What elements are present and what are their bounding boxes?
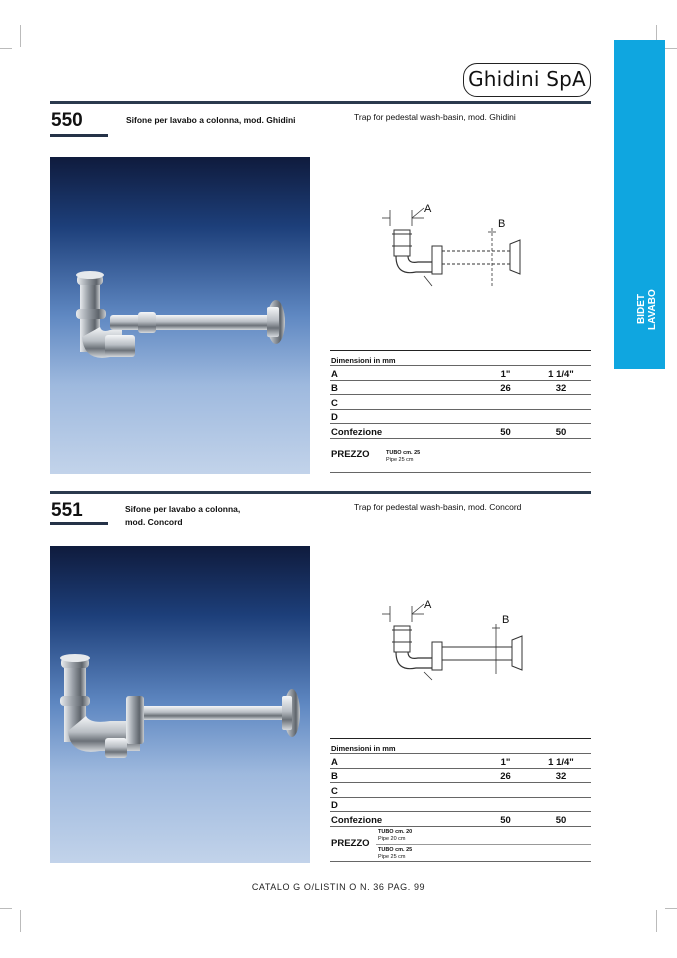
row-value (480, 395, 530, 410)
product-title-en: Trap for pedestal wash-basin, mod. Ghidini (354, 112, 516, 122)
product-photo (50, 546, 310, 863)
table-header: Dimensioni in mm (330, 739, 591, 754)
price-rule (330, 472, 591, 473)
drawing-label-b: B (498, 218, 506, 230)
row-value (530, 797, 591, 812)
product-title-en: Trap for pedestal wash-basin, mod. Concord (354, 502, 522, 512)
category-tab-line2: LAVABO (647, 289, 658, 330)
table-header-row (330, 739, 591, 754)
row-label: D (330, 797, 480, 812)
row-value: 32 (530, 768, 591, 783)
table-row (330, 366, 591, 381)
technical-drawing (372, 196, 542, 296)
trap-image (50, 546, 310, 863)
pipe-name: TUBO cm. 25 (386, 450, 421, 456)
section-rule (50, 491, 591, 494)
crop-mark (665, 908, 677, 909)
row-label: D (330, 409, 480, 424)
table-header-row (330, 351, 591, 366)
row-value (480, 783, 530, 798)
product-photo (50, 157, 310, 474)
crop-mark (656, 910, 657, 932)
row-value: 50 (480, 812, 530, 827)
row-value (480, 409, 530, 424)
drawing-label-b: B (502, 614, 510, 626)
table-row (330, 754, 591, 769)
product-code-underline (50, 522, 108, 525)
table-header: Dimensioni in mm (330, 351, 591, 366)
product-code: 550 (51, 110, 83, 131)
table-row (330, 797, 591, 812)
trap-image (50, 157, 310, 474)
table-row (330, 409, 591, 424)
row-value: 1 1/4" (530, 754, 591, 769)
row-value: 26 (480, 380, 530, 395)
pipe-sub: Pipe 20 cm (378, 836, 406, 842)
pipe-name: TUBO cm. 20 (378, 829, 413, 835)
row-label: Confezione (330, 424, 480, 439)
row-value: 32 (530, 380, 591, 395)
row-value (530, 395, 591, 410)
category-tab-line1: BIDET (636, 294, 647, 324)
pipe-sub: Pipe 25 cm (378, 854, 406, 860)
crop-mark (0, 908, 12, 909)
table-row (330, 783, 591, 798)
row-value: 1 1/4" (530, 366, 591, 381)
row-label: Confezione (330, 812, 480, 827)
crop-mark (20, 910, 21, 932)
row-value: 50 (530, 424, 591, 439)
dimensions-table (330, 738, 591, 827)
technical-drawing (372, 592, 542, 692)
page-footer: CATALO G O/LISTIN O N. 36 PAG. 99 (251, 882, 426, 892)
product-code-underline (50, 134, 108, 137)
drawing-label-a: A (424, 599, 432, 611)
pipe-sub: Pipe 25 cm (386, 457, 414, 463)
row-label: B (330, 768, 480, 783)
category-tab[interactable] (614, 40, 665, 369)
row-label: A (330, 754, 480, 769)
row-value: 50 (530, 812, 591, 827)
section-rule (50, 101, 591, 104)
dimensions-table (330, 350, 591, 439)
product-title-it-line2: mod. Concord (125, 517, 183, 527)
row-value: 50 (480, 424, 530, 439)
table-row (330, 812, 591, 827)
crop-mark (665, 48, 677, 49)
row-value: 1" (480, 366, 530, 381)
row-value: 1" (480, 754, 530, 769)
row-label: B (330, 380, 480, 395)
pipe-name: TUBO cm. 25 (378, 847, 413, 853)
product-code: 551 (51, 500, 83, 521)
crop-mark (20, 25, 21, 47)
row-label: C (330, 783, 480, 798)
price-label: PREZZO (331, 449, 370, 460)
drawing-label-a: A (424, 203, 432, 215)
row-value (530, 409, 591, 424)
crop-mark (0, 48, 12, 49)
row-value: 26 (480, 768, 530, 783)
product-title-it: Sifone per lavabo a colonna, mod. Ghidini (126, 115, 296, 125)
row-label: A (330, 366, 480, 381)
table-row (330, 424, 591, 439)
table-row (330, 768, 591, 783)
table-row (330, 395, 591, 410)
row-label: C (330, 395, 480, 410)
price-sub-rule (376, 844, 591, 845)
brand-logo: Ghidini SpA (463, 63, 591, 97)
price-rule (330, 861, 591, 862)
price-label: PREZZO (331, 838, 370, 849)
product-title-it-line1: Sifone per lavabo a colonna, (125, 504, 241, 514)
row-value (480, 797, 530, 812)
table-row (330, 380, 591, 395)
row-value (530, 783, 591, 798)
